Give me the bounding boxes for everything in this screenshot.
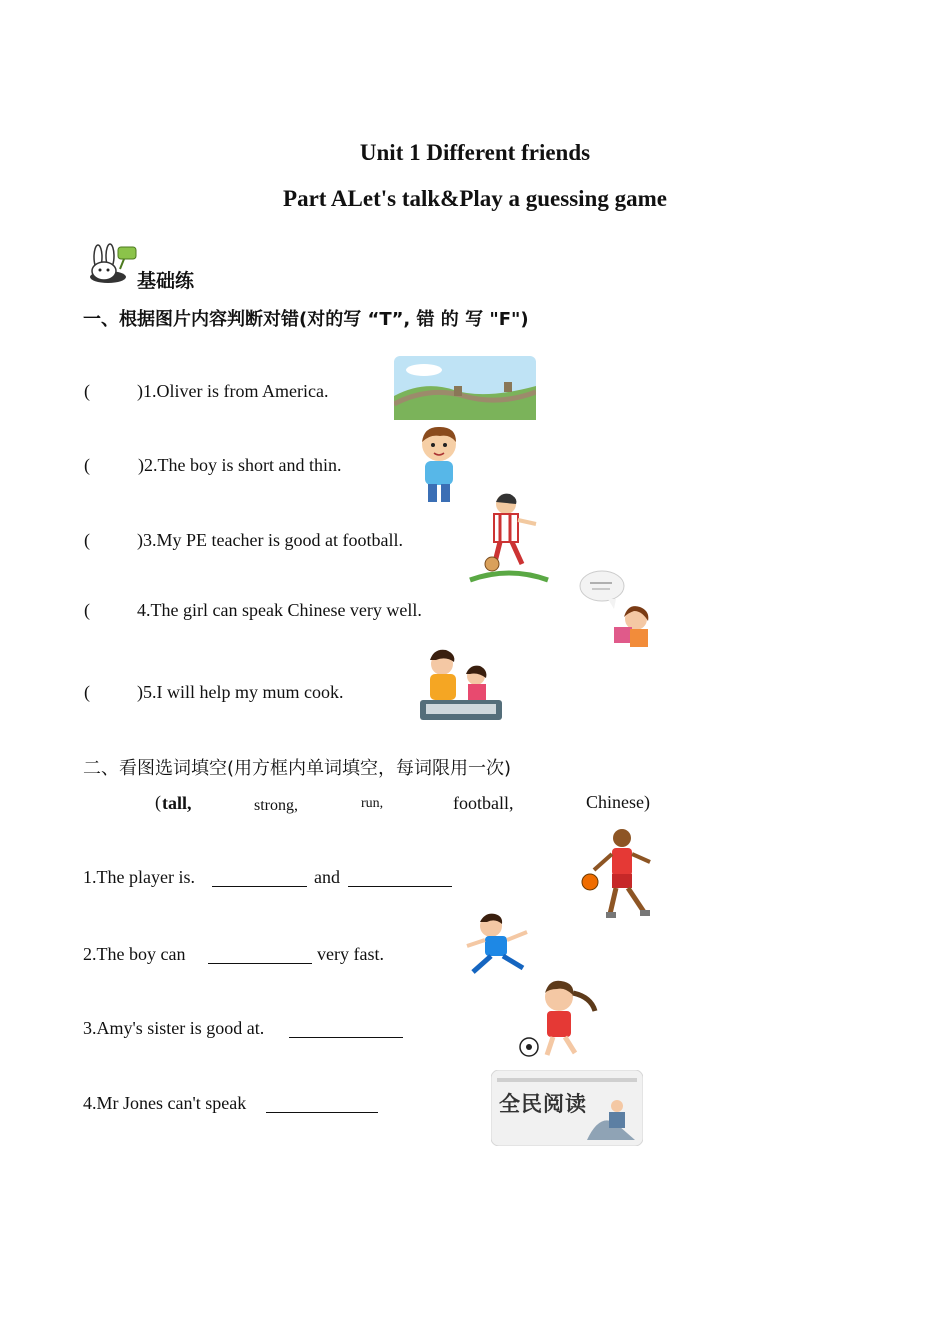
answer-paren[interactable]: ( <box>84 381 90 401</box>
running-boy-icon <box>461 910 541 982</box>
page-title: Unit 1 Different friends <box>359 140 591 165</box>
football-player-icon <box>466 490 552 586</box>
girl-football-icon <box>515 977 601 1061</box>
question-text: and <box>314 867 340 887</box>
word-bank-word: tall, <box>162 793 192 813</box>
banner-text: 全民阅读 <box>499 1092 587 1116</box>
answer-blank[interactable] <box>289 1023 403 1038</box>
page-subtitle: Part ALet's talk&Play a guessing game <box>283 186 667 211</box>
great-wall-icon <box>394 356 536 420</box>
part1-heading: 一、根据图片内容判断对错(对的写 “T”, 错 的 写 "F") <box>83 309 529 330</box>
answer-blank[interactable] <box>212 872 307 887</box>
question-text: very fast. <box>317 944 384 964</box>
statement-text: )5.I will help my mum cook. <box>137 682 344 702</box>
word-bank-word: football, <box>453 793 514 813</box>
question-text: 3.Amy's sister is good at. <box>83 1018 265 1038</box>
answer-paren[interactable]: ( <box>84 530 90 550</box>
mum-cooking-icon <box>414 646 508 728</box>
boy-icon <box>410 424 468 506</box>
girl-speech-bubble-icon <box>578 569 656 649</box>
question-text: 1.The player is. <box>83 867 195 887</box>
statement-text: )1.Oliver is from America. <box>137 381 329 401</box>
statement-text: )3.My PE teacher is good at football. <box>137 530 403 550</box>
question-text: 4.Mr Jones can't speak <box>83 1093 247 1113</box>
basketball-player-icon <box>578 826 658 924</box>
answer-paren[interactable]: ( <box>84 600 90 620</box>
word-bank-open: ( <box>155 792 161 812</box>
answer-blank[interactable] <box>208 949 312 964</box>
statement-text: 4.The girl can speak Chinese very well. <box>137 600 422 620</box>
word-bank-word: Chinese) <box>586 792 650 812</box>
question-text: 2.The boy can <box>83 944 186 964</box>
reading-banner-icon <box>491 1070 643 1146</box>
statement-text: )2.The boy is short and thin. <box>138 455 342 475</box>
section-label: 基础练 <box>137 270 195 292</box>
rabbit-icon <box>84 243 140 287</box>
part2-heading: 二、看图选词填空(用方框内单词填空，每词限用一次) <box>83 758 512 779</box>
answer-blank[interactable] <box>348 872 452 887</box>
answer-paren[interactable]: ( <box>84 455 90 475</box>
answer-paren[interactable]: ( <box>84 682 90 702</box>
word-bank-word: run, <box>361 796 384 811</box>
word-bank-word: strong, <box>254 797 298 814</box>
answer-blank[interactable] <box>266 1098 378 1113</box>
